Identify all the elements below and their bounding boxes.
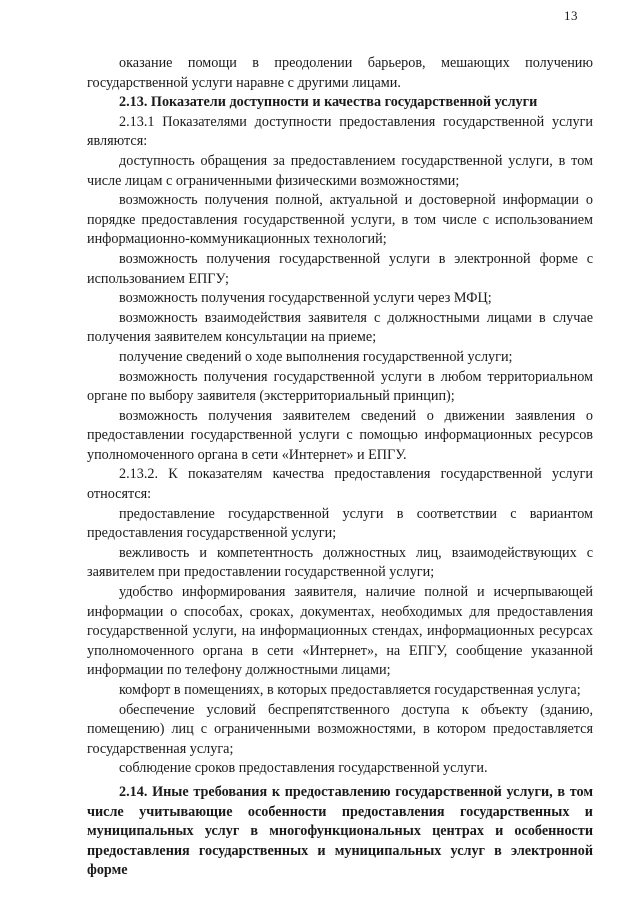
list-item: предоставление государственной услуги в соответствии с вариантом предоставления государственной услуги;	[87, 505, 593, 542]
list-item: доступность обращения за предоставлением государственной услуги, в том числе лицам с ограниченными физическими возможностями;	[87, 152, 593, 189]
section-heading: 2.14. Иные требования к предоставлению государственной услуги, в том числе учитывающие особенности предоставления государственных и муниципальных услуг в многофункциональных центрах и особенности предоставления государственных и муниципальных услуг в электронной форме	[87, 783, 593, 879]
list-item: возможность получения государственной услуги в любом территориальном органе по выбору заявителя (экстерриториальный принцип);	[87, 368, 593, 405]
section-heading: 2.13. Показатели доступности и качества государственной услуги	[119, 94, 538, 111]
paragraph: 2.13.2. К показателям качества предоставления государственной услуги относятся:	[87, 466, 593, 503]
page-number: 13	[564, 8, 578, 23]
paragraph: оказание помощи в преодолении барьеров, мешающих получению государственной услуги наравне с другими лицами.	[87, 55, 593, 91]
list-item: возможность получения государственной услуги через МФЦ;	[119, 290, 492, 307]
list-item: возможность получения заявителем сведений о движении заявления о предоставлении государственной услуги с помощью информационных ресурсов уполномоченного органа в сети «Интернет» и ЕПГУ.	[87, 407, 593, 463]
list-item: вежливость и компетентность должностных лиц, взаимодействующих с заявителем при предоставлении государственной услуги;	[87, 544, 593, 581]
list-item: получение сведений о ходе выполнения государственной услуги;	[119, 348, 513, 365]
list-item: возможность получения полной, актуальной и достоверной информации о порядке предоставления государственной услуги, в том числе с использованием информационно-коммуникационных технологий;	[87, 192, 593, 248]
list-item: возможность получения государственной услуги в электронной форме с использованием ЕПГУ;	[87, 250, 593, 287]
list-item: соблюдение сроков предоставления государственной услуги.	[119, 760, 488, 777]
list-item: удобство информирования заявителя, наличие полной и исчерпывающей информации о способах, сроках, документах, необходимых для предоставления государственной услуги, на информационных стендах, информационных ресурсах уполномоченного органа в сети «Интернет», на ЕПГУ, сообщение указанной информации по телефону должностными лицами;	[87, 584, 593, 679]
list-item: возможность взаимодействия заявителя с должностными лицами в случае получения заявителем консультации на приеме;	[87, 309, 593, 346]
list-item: обеспечение условий беспрепятственного доступа к объекту (зданию, помещению) лиц с ограниченными возможностями, в котором предоставляется государственная услуга;	[87, 701, 593, 757]
paragraph: 2.13.1 Показателями доступности предоставления государственной услуги являются:	[87, 113, 593, 150]
document-body	[87, 54, 593, 881]
list-item: комфорт в помещениях, в которых предоставляется государственная услуга;	[119, 682, 581, 698]
